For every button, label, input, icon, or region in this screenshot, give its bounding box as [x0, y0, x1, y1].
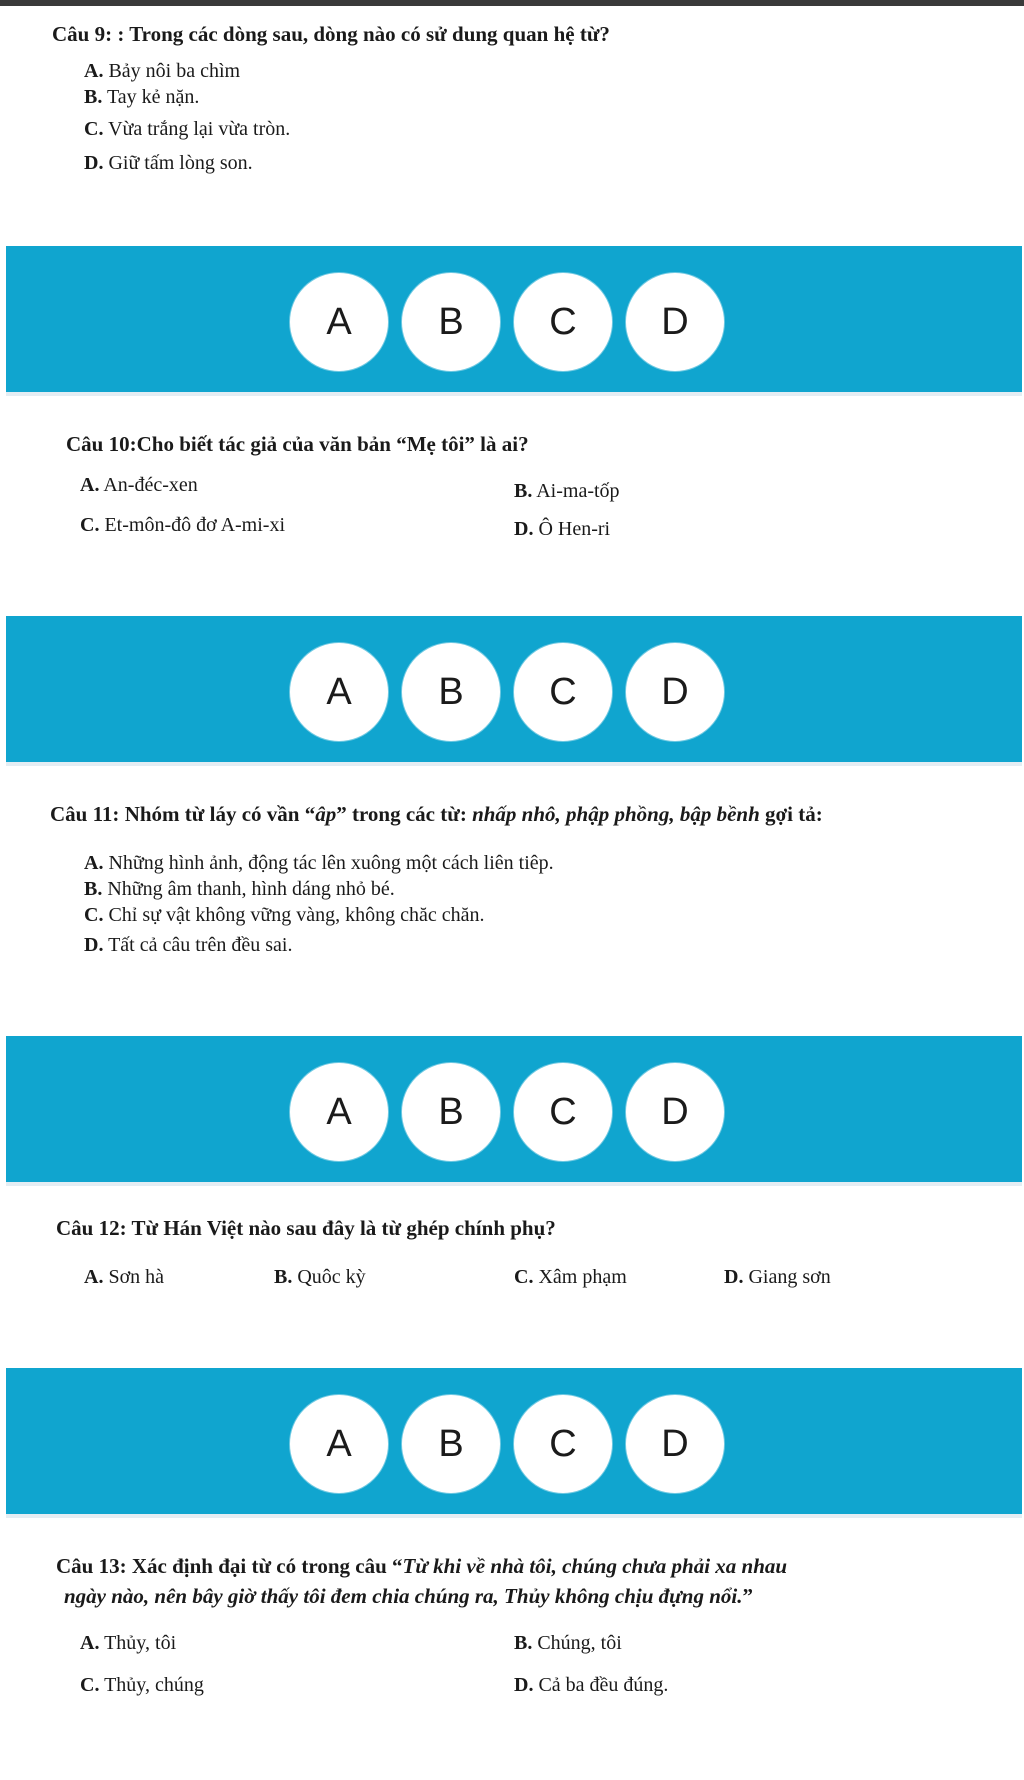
answer-button-a[interactable]: A	[290, 273, 388, 371]
option-a: A. An-đéc-xen	[80, 474, 198, 496]
option-c: C. Xâm phạm	[514, 1266, 627, 1288]
top-bar	[0, 0, 1024, 6]
option-d: D. Cả ba đều đúng.	[514, 1674, 669, 1696]
option-b: B. Tay kẻ nặn.	[84, 86, 200, 108]
option-c: C. Vừa trắng lại vừa tròn.	[84, 118, 291, 140]
answer-button-c[interactable]: C	[514, 1063, 612, 1161]
option-a: A. Sơn hà	[84, 1266, 165, 1288]
option-a: A. Những hình ảnh, động tác lên xuông một cách liên tiêp.	[84, 852, 554, 874]
answer-button-b[interactable]: B	[402, 273, 500, 371]
answer-button-b[interactable]: B	[402, 1395, 500, 1493]
question-title-line2: ngày nào, nên bây giờ thấy tôi đem chia chúng ra, Thủy không chịu đựng nổi.”	[64, 1584, 753, 1608]
question-title: Câu 13: Xác định đại từ có trong câu “Từ khi về nhà tôi, chúng chưa phải xa nhau	[56, 1554, 788, 1578]
question-title: Câu 12: Từ Hán Việt nào sau đây là từ ghép chính phụ?	[56, 1216, 556, 1240]
answer-panel-q10	[6, 616, 1022, 766]
option-c: C. Chỉ sự vật không vững vàng, không chăc chăn.	[84, 904, 485, 926]
option-a: A. Thủy, tôi	[80, 1632, 177, 1654]
option-b: B. Ai-ma-tốp	[514, 480, 620, 502]
option-d: D. Ô Hen-ri	[514, 518, 611, 540]
option-a: A. Bảy nôi ba chìm	[84, 60, 241, 82]
option-d: D. Giữ tấm lòng son.	[84, 152, 253, 174]
option-c: C. Et-môn-đô đơ A-mi-xi	[80, 514, 286, 536]
answer-button-d[interactable]: D	[626, 643, 724, 741]
question-title: Câu 10:Cho biết tác giả của văn bản “Mẹ tôi” là ai?	[66, 432, 529, 456]
option-b: B. Chúng, tôi	[514, 1632, 622, 1654]
answer-button-a[interactable]: A	[290, 643, 388, 741]
answer-button-c[interactable]: C	[514, 273, 612, 371]
option-d: D. Giang sơn	[724, 1266, 831, 1288]
answer-button-d[interactable]: D	[626, 273, 724, 371]
answer-button-c[interactable]: C	[514, 1395, 612, 1493]
answer-button-d[interactable]: D	[626, 1395, 724, 1493]
question-title: Câu 9: : Trong các dòng sau, dòng nào có sử dung quan hệ từ?	[52, 22, 610, 46]
question-title: Câu 11: Nhóm từ láy có vần “âp” trong các từ: nhấp nhô, phập phồng, bập bềnh gợi tả:	[50, 802, 823, 826]
answer-button-c[interactable]: C	[514, 643, 612, 741]
option-c: C. Thủy, chúng	[80, 1674, 204, 1696]
option-d: D. Tất cả câu trên đều sai.	[84, 934, 293, 956]
answer-button-b[interactable]: B	[402, 643, 500, 741]
answer-button-a[interactable]: A	[290, 1395, 388, 1493]
answer-button-a[interactable]: A	[290, 1063, 388, 1161]
answer-panel-q12	[6, 1368, 1022, 1518]
answer-panel-q9	[6, 246, 1022, 396]
answer-button-b[interactable]: B	[402, 1063, 500, 1161]
answer-panel-q11	[6, 1036, 1022, 1186]
option-b: B. Những âm thanh, hình dáng nhỏ bé.	[84, 878, 395, 900]
answer-button-d[interactable]: D	[626, 1063, 724, 1161]
option-b: B. Quôc kỳ	[274, 1266, 366, 1288]
